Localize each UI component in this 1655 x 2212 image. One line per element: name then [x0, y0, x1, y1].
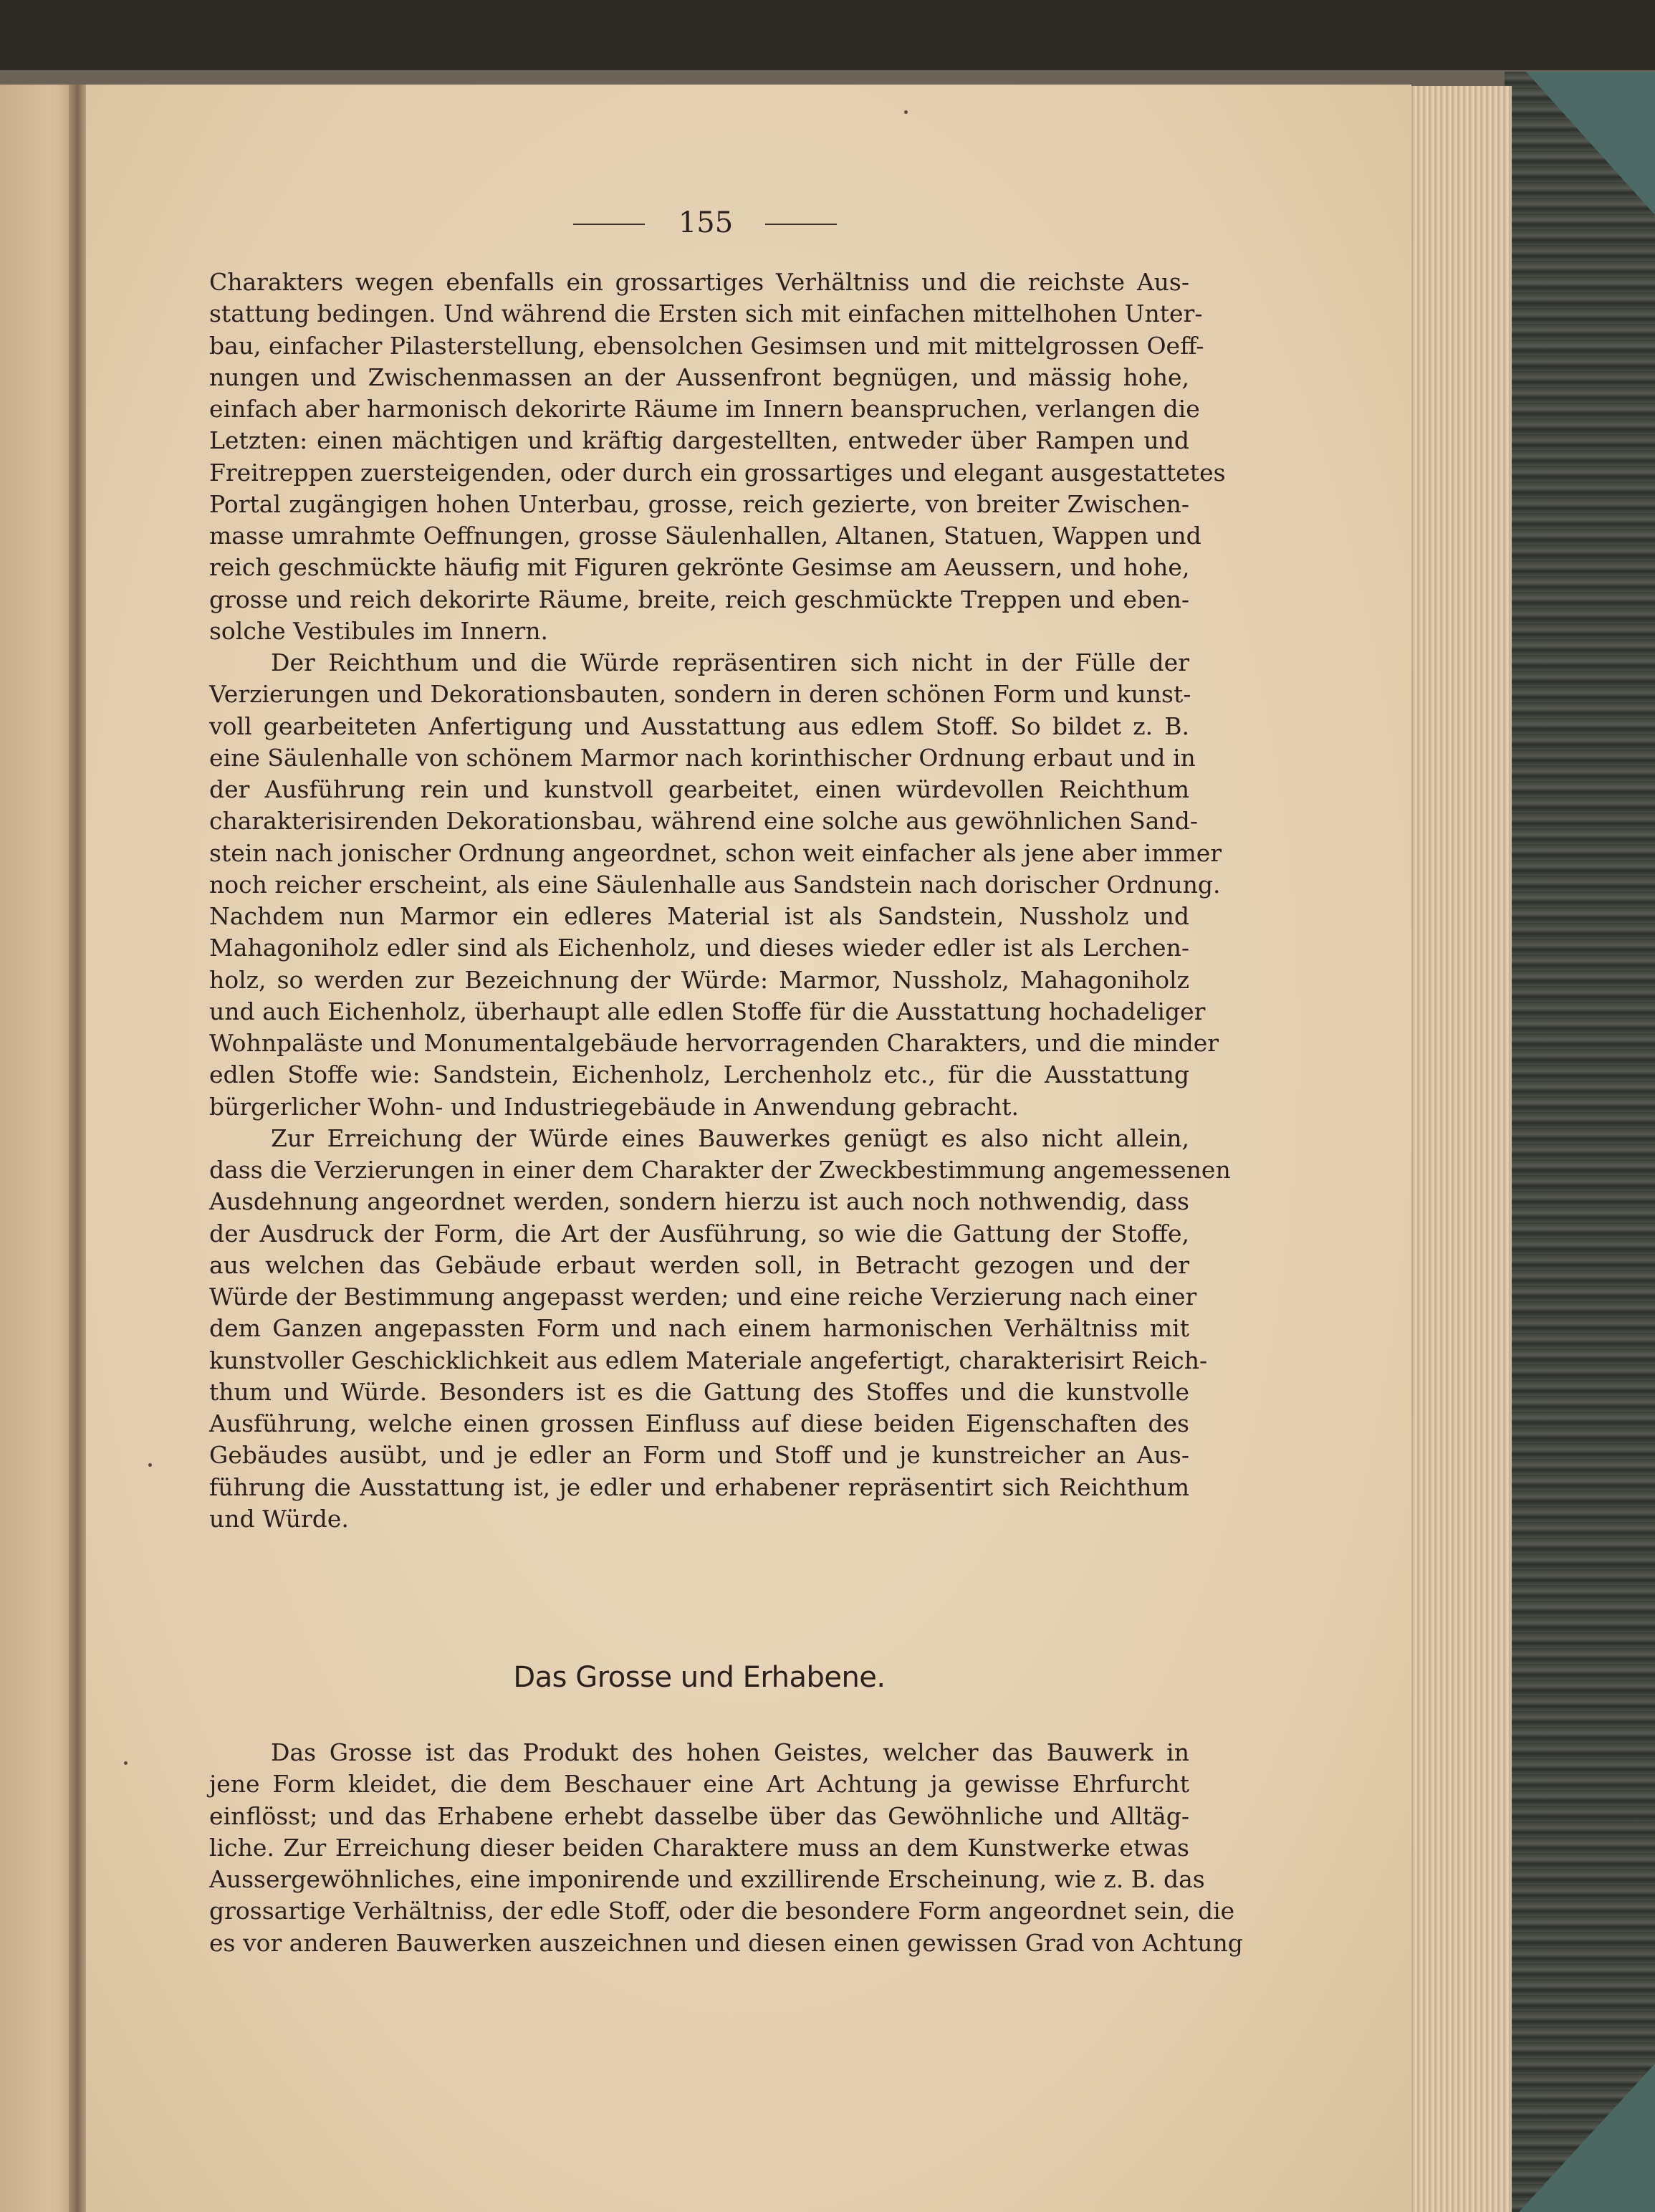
text-line: bürgerlicher Wohn- und Industriegebäude in Anwendung gebracht.: [209, 1092, 1019, 1121]
text-line: solche Vestibules im Innern.: [209, 616, 549, 645]
text-line: Der Reichthum und die Würde repräsentiren sich nicht in der Fülle der: [271, 648, 1189, 676]
text-line: bau, einfacher Pilasterstellung, ebensolchen Gesimsen und mit mittelgrossen Oeff-: [209, 331, 1204, 360]
book-binding-cloth: [1505, 72, 1655, 2212]
stacked-page-edges: [1397, 86, 1512, 2212]
text-line: Charakters wegen ebenfalls ein grossartiges Verhältniss und die reichste Aus-: [209, 268, 1189, 296]
text-line: Portal zugängigen hohen Unterbau, grosse, reich gezierte, von breiter Zwischen-: [209, 489, 1189, 518]
text-line: Ausdehnung angeordnet werden, sondern hierzu ist auch noch nothwendig, dass: [209, 1187, 1189, 1216]
text-line: eine Säulenhalle von schönem Marmor nach korinthischer Ordnung erbaut und in: [209, 743, 1196, 772]
text-line: noch reicher erscheint, als eine Säulenhalle aus Sandstein nach dorischer Ordnung.: [209, 870, 1221, 899]
text-line: Zur Erreichung der Würde eines Bauwerkes genügt es also nicht allein,: [271, 1124, 1189, 1152]
facing-left-page: [0, 85, 79, 2212]
text-line: einfach aber harmonisch dekorirte Räume im Innern beanspruchen, verlangen die: [209, 395, 1200, 423]
text-line: liche. Zur Erreichung dieser beiden Charaktere muss an dem Kunstwerke etwas: [209, 1833, 1189, 1862]
text-line: es vor anderen Bauwerken auszeichnen und diesen einen gewissen Grad von Achtung: [209, 1928, 1243, 1957]
text-line: grosse und reich dekorirte Räume, breite, reich geschmückte Treppen und eben-: [209, 585, 1189, 613]
paper-speck: [148, 1463, 152, 1467]
text-line: grossartige Verhältniss, der edle Stoff, oder die besondere Form angeordnet sein, die: [209, 1897, 1235, 1925]
text-line: thum und Würde. Besonders ist es die Gattung des Stoffes und die kunstvolle: [209, 1377, 1189, 1406]
text-line: Nachdem nun Marmor ein edleres Material ist als Sandstein, Nussholz und: [209, 902, 1189, 930]
text-line: reich geschmückte häufig mit Figuren gekrönte Gesimse am Aeussern, und hohe,: [209, 553, 1190, 582]
body-text: [209, 267, 1231, 1535]
paragraph: [209, 267, 1226, 647]
text-line: nungen und Zwischenmassen an der Aussenfront begnügen, und mässig hohe,: [209, 363, 1189, 391]
text-line: holz, so werden zur Bezeichnung der Würde: Marmor, Nussholz, Mahagoniholz: [209, 965, 1189, 994]
text-line: einflösst; und das Erhabene erhebt dasselbe über das Gewöhnliche und Alltäg-: [209, 1801, 1189, 1830]
text-line: und Würde.: [209, 1504, 349, 1533]
text-line: aus welchen das Gebäude erbaut werden soll, in Betracht gezogen und der: [209, 1250, 1189, 1279]
text-line: Würde der Bestimmung angepasst werden; und eine reiche Verzierung nach einer: [209, 1283, 1197, 1311]
text-line: der Ausführung rein und kunstvoll gearbeitet, einen würdevollen Reichthum: [209, 775, 1189, 803]
header-rule-right: [765, 224, 837, 225]
text-line: dass die Verzierungen in einer dem Charakter der Zweckbestimmung angemessenen: [209, 1156, 1231, 1184]
text-line: dem Ganzen angepassten Form und nach einem harmonischen Verhältniss mit: [209, 1314, 1189, 1343]
text-line: Wohnpaläste und Monumentalgebäude hervorragenden Charakters, und die minder: [209, 1029, 1219, 1057]
paragraph: [209, 647, 1222, 1123]
text-line: und auch Eichenholz, überhaupt alle edlen Stoffe für die Ausstattung hochadeliger: [209, 997, 1206, 1025]
text-line: führung die Ausstattung ist, je edler und erhabener repräsentirt sich Reichthum: [209, 1473, 1189, 1501]
text-line: stattung bedingen. Und während die Ersten sich mit einfachen mittelhohen Unter-: [209, 300, 1203, 328]
text-line: jene Form kleidet, die dem Beschauer eine Art Achtung ja gewisse Ehrfurcht: [209, 1770, 1189, 1799]
text-line: Mahagoniholz edler sind als Eichenholz, und dieses wieder edler ist als Lerchen-: [209, 934, 1189, 962]
text-line: Letzten: einen mächtigen und kräftig dargestellten, entweder über Rampen und: [209, 426, 1189, 455]
text-line: Gebäudes ausübt, und je edler an Form und Stoff und je kunstreicher an Aus-: [209, 1441, 1189, 1470]
page-number: 155: [678, 206, 734, 239]
text-line: Aussergewöhnliches, eine imponirende und exzillirende Erscheinung, wie z. B. das: [209, 1865, 1205, 1893]
header-rule-left: [573, 224, 645, 225]
paper-speck: [124, 1761, 128, 1765]
text-line: edlen Stoffe wie: Sandstein, Eichenholz, Lerchenholz etc., für die Ausstattung: [209, 1060, 1189, 1089]
text-line: Das Grosse ist das Produkt des hohen Geistes, welcher das Bauwerk in: [271, 1738, 1189, 1766]
page-header: [573, 206, 838, 241]
book-gutter: [69, 85, 86, 2212]
text-line: der Ausdruck der Form, die Art der Ausführung, so wie die Gattung der Stoffe,: [209, 1219, 1189, 1248]
section-body-text: [209, 1737, 1243, 1959]
paper-speck: [904, 110, 908, 114]
text-line: charakterisirenden Dekorationsbau, während eine solche aus gewöhnlichen Sand-: [209, 807, 1198, 836]
section-heading: Das Grosse und Erhabene.: [513, 1661, 886, 1694]
paragraph: [209, 1737, 1243, 1959]
text-line: Ausführung, welche einen grossen Einfluss auf diese beiden Eigenschaften des: [209, 1409, 1189, 1437]
text-line: voll gearbeiteten Anfertigung und Ausstattung aus edlem Stoff. So bildet z. B.: [209, 712, 1189, 740]
paragraph: [209, 1123, 1231, 1535]
text-line: Freitreppen zuersteigenden, oder durch ein grossartiges und elegant ausgestattetes: [209, 458, 1226, 487]
text-line: stein nach jonischer Ordnung angeordnet, schon weit einfacher als jene aber immer: [209, 838, 1222, 867]
text-line: masse umrahmte Oeffnungen, grosse Säulenhallen, Altanen, Statuen, Wappen und: [209, 522, 1201, 550]
text-line: Verzierungen und Dekorationsbauten, sondern in deren schönen Form und kunst-: [209, 680, 1191, 709]
text-line: kunstvoller Geschicklichkeit aus edlem Materiale angefertigt, charakterisirt Reich-: [209, 1346, 1208, 1374]
